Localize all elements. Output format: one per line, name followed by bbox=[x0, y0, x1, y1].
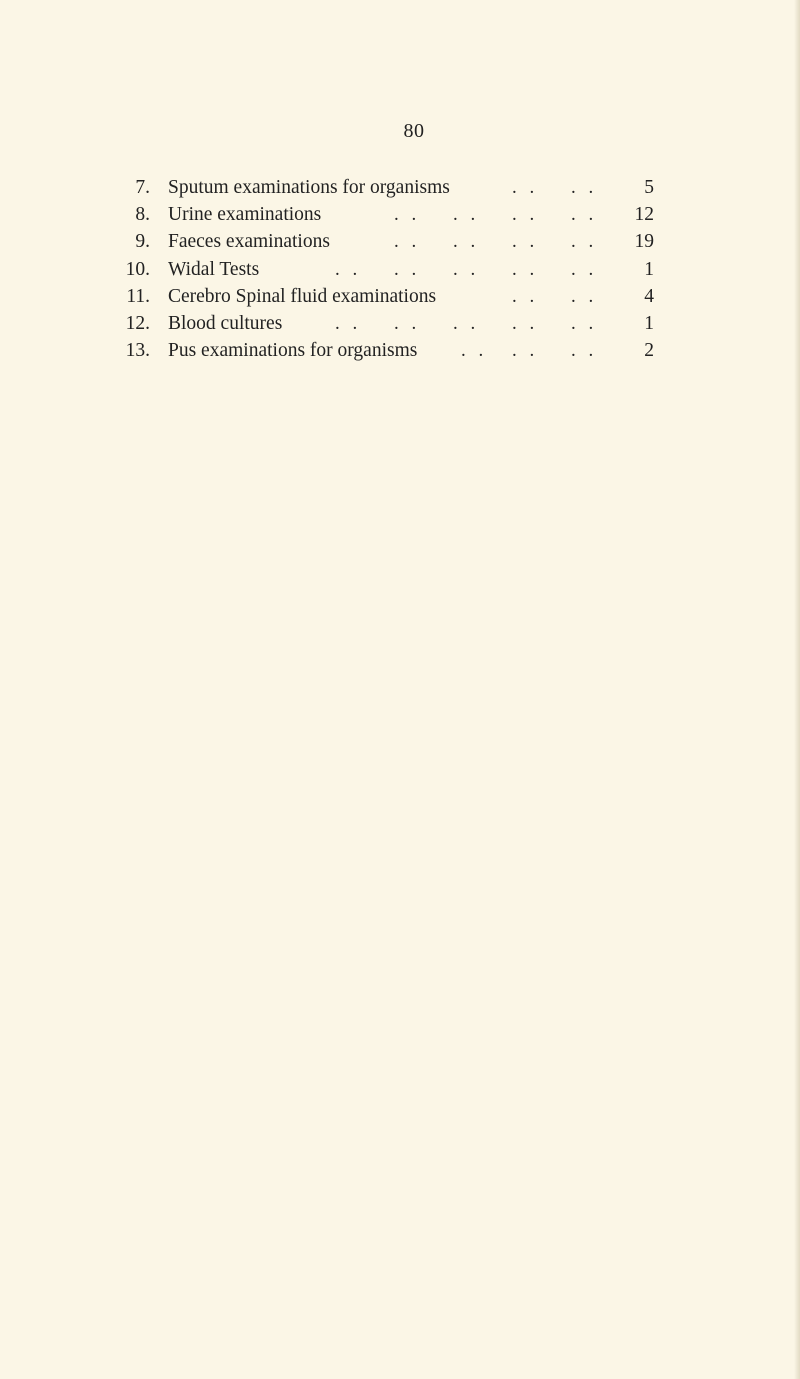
dot-leader: . . bbox=[512, 231, 539, 253]
item-label: Pus examinations for organisms bbox=[168, 340, 418, 362]
item-number: 10. bbox=[125, 258, 150, 280]
item-number: 9. bbox=[135, 231, 150, 253]
dot-leader: . . bbox=[461, 340, 488, 362]
dot-leader: . . bbox=[453, 204, 480, 226]
dot-leader: . . bbox=[453, 231, 480, 253]
dot-leader: . . bbox=[512, 258, 539, 280]
dot-leader: . . bbox=[512, 340, 539, 362]
item-label: Urine examinations bbox=[168, 204, 322, 226]
dot-leader: . . bbox=[571, 204, 598, 226]
dot-leader: . . bbox=[571, 258, 598, 280]
list-item bbox=[0, 174, 800, 201]
item-number: 13. bbox=[125, 340, 150, 362]
item-number: 11. bbox=[126, 285, 150, 307]
list-item bbox=[0, 283, 800, 310]
item-count: 5 bbox=[644, 177, 654, 198]
examinations-list bbox=[0, 174, 800, 364]
item-count: 4 bbox=[644, 285, 654, 307]
list-item bbox=[0, 228, 800, 255]
dot-leader: . . bbox=[394, 258, 421, 280]
item-label: Cerebro Spinal fluid examinations bbox=[168, 285, 437, 307]
item-label: Sputum examinations for organisms bbox=[168, 177, 450, 198]
item-number: 8. bbox=[135, 204, 150, 226]
dot-leader: . . bbox=[571, 177, 598, 198]
list-item bbox=[0, 201, 800, 228]
dot-leader: . . bbox=[512, 312, 539, 334]
page-number: 80 bbox=[403, 120, 425, 142]
dot-leader: . . bbox=[571, 312, 598, 334]
item-count: 12 bbox=[634, 204, 654, 226]
item-count: 1 bbox=[644, 258, 654, 280]
dot-leader: . . bbox=[571, 285, 598, 307]
item-count: 2 bbox=[644, 340, 654, 362]
dot-leader: . . bbox=[335, 312, 362, 334]
dot-leader: . . bbox=[512, 177, 539, 198]
list-item bbox=[0, 310, 800, 337]
dot-leader: . . bbox=[453, 258, 480, 280]
dot-leader: . . bbox=[512, 204, 539, 226]
item-label: Blood cultures bbox=[168, 312, 283, 334]
dot-leader: . . bbox=[571, 231, 598, 253]
dot-leader: . . bbox=[453, 312, 480, 334]
item-count: 1 bbox=[644, 312, 654, 334]
list-item bbox=[0, 337, 800, 364]
dot-leader: . . bbox=[394, 204, 421, 226]
item-count: 19 bbox=[634, 231, 654, 253]
dot-leader: . . bbox=[335, 258, 362, 280]
item-label: Faeces examinations bbox=[168, 231, 330, 253]
dot-leader: . . bbox=[394, 312, 421, 334]
item-number: 7. bbox=[135, 177, 150, 198]
dot-leader: . . bbox=[571, 340, 598, 362]
dot-leader: . . bbox=[394, 231, 421, 253]
dot-leader: . . bbox=[512, 285, 539, 307]
item-number: 12. bbox=[125, 312, 150, 334]
list-item bbox=[0, 256, 800, 283]
item-label: Widal Tests bbox=[168, 258, 260, 280]
